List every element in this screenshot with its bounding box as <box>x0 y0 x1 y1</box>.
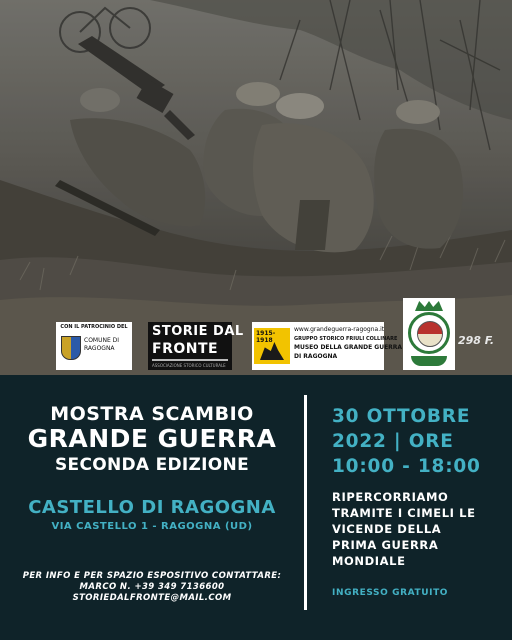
storie-logo-line1: STORIE DAL <box>152 324 244 339</box>
date-line1: 30 OTTOBRE <box>332 406 471 427</box>
barbed-wire-icon <box>152 359 228 361</box>
comune-shield-icon <box>61 336 81 360</box>
contact-line1: PER INFO E PER SPAZIO ESPOSITIVO CONTATTARE: <box>22 571 282 581</box>
contact-email: STORIEDALFRONTE@MAIL.COM <box>72 593 232 603</box>
crest-icon <box>403 298 455 370</box>
patrocinio-label: CON IL PATROCINIO DEL <box>60 324 128 330</box>
gruppo-line2: MUSEO DELLA GRANDE GUERRA <box>294 344 403 351</box>
storie-logo-tagline: ASSOCIAZIONE STORICO CULTURALE <box>152 363 226 368</box>
comune-name: COMUNE DI RAGOGNA <box>84 337 120 352</box>
description-line: RIPERCORRIAMO <box>332 490 449 504</box>
years-label: 1915-1918 <box>256 330 276 344</box>
storie-dal-fronte-logo <box>148 322 244 370</box>
gruppo-line1: GRUPPO STORICO FRIULI COLLINARE <box>294 336 398 342</box>
description-line: VICENDE DELLA <box>332 522 442 536</box>
soldier-silhouette-icon <box>254 328 290 364</box>
time-range: 10:00 - 18:00 <box>332 456 481 477</box>
date-line2: 2022 | ORE <box>332 431 454 452</box>
description-line: PRIMA GUERRA <box>332 538 439 552</box>
storie-logo-line2: FRONTE <box>152 341 219 357</box>
venue-address: VIA CASTELLO 1 - RAGOGNA (UD) <box>51 521 253 532</box>
admission-label: INGRESSO GRATUITO <box>332 588 449 598</box>
museo-grande-guerra-logo <box>252 322 403 370</box>
title-line2: GRANDE GUERRA <box>27 424 277 453</box>
venue-name: CASTELLO DI RAGOGNA <box>28 497 276 518</box>
photo-archive-mark: 298 F. <box>458 334 495 347</box>
comune-ragogna-logo <box>56 322 132 370</box>
museum-url: www.grandeguerra-ragogna.it <box>294 326 385 333</box>
title-line3: SECONDA EDIZIONE <box>55 455 249 475</box>
gruppo-line3: DI RAGOGNA <box>294 353 338 360</box>
title-line1: MOSTRA SCAMBIO <box>50 403 254 425</box>
description-line: MONDIALE <box>332 554 406 568</box>
description-line: TRAMITE I CIMELI LE <box>332 506 476 520</box>
vertical-divider <box>304 395 307 610</box>
contact-phone: MARCO N. +39 349 7136600 <box>79 582 225 592</box>
